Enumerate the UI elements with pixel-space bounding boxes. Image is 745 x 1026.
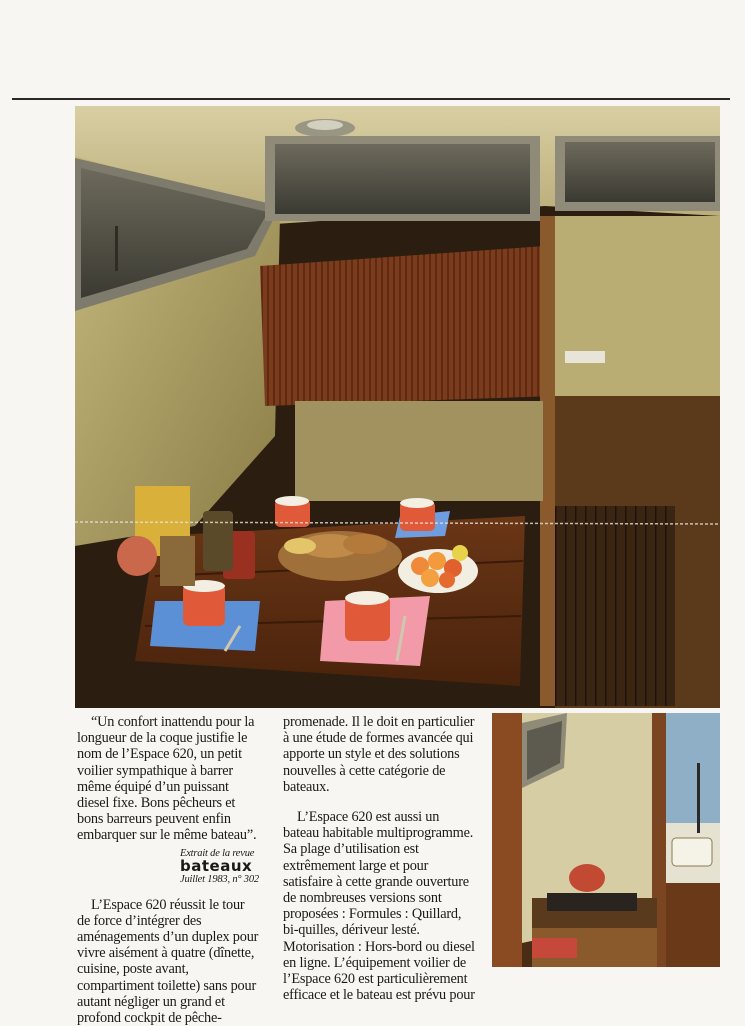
article-column-2 (283, 714, 478, 1003)
credit-intro: Extrait de la revue (180, 847, 255, 859)
review-credit (180, 848, 260, 885)
article-paragraph: L’Espace 620 réussit le tour de force d’intégrer des aménagements d’un duplex pour vivre aisément à quatre (dînette, cuisine, poste avant, compartiment toilette) sans pour autant négliger un grand et profond cockpit de pêche- (77, 896, 259, 1026)
top-rule (12, 98, 730, 100)
cabin-interior-photo (75, 106, 720, 708)
credit-issue: Juillet 1983, n° 302 (180, 873, 259, 885)
review-quote: “Un confort inattendu pour la longueur de la coque justifie le nom de l’Espace 620, un petit voilier sympathique à barrer même équipé d’un puissant diesel fixe. Bons pêcheurs et bons barreurs peuvent enfin embarquer sur le même bateau”. (77, 714, 257, 844)
magazine-name: bateaux (180, 856, 253, 875)
galley-photo (492, 713, 720, 967)
article-paragraph: promenade. Il le doit en particulier à une étude de formes avancée qui apporte un style et des solutions nouvelles à cette catégorie de bateaux. (283, 714, 475, 795)
article-paragraph: L’Espace 620 est aussi un bateau habitable multiprogramme. Sa plage d’utilisation est extrêmement large et pour satisfaire à cette grande ouverture de nombreuses versions sont proposées : Formules : Quillard, bi-quilles, dériveur lesté. Motorisation : Hors-bord ou diesel en ligne. L’équipement voilier de l’Espace 620 est particulièrement efficace et le bateau est prévu pour (283, 809, 475, 1004)
article-column-1 (77, 714, 260, 1026)
